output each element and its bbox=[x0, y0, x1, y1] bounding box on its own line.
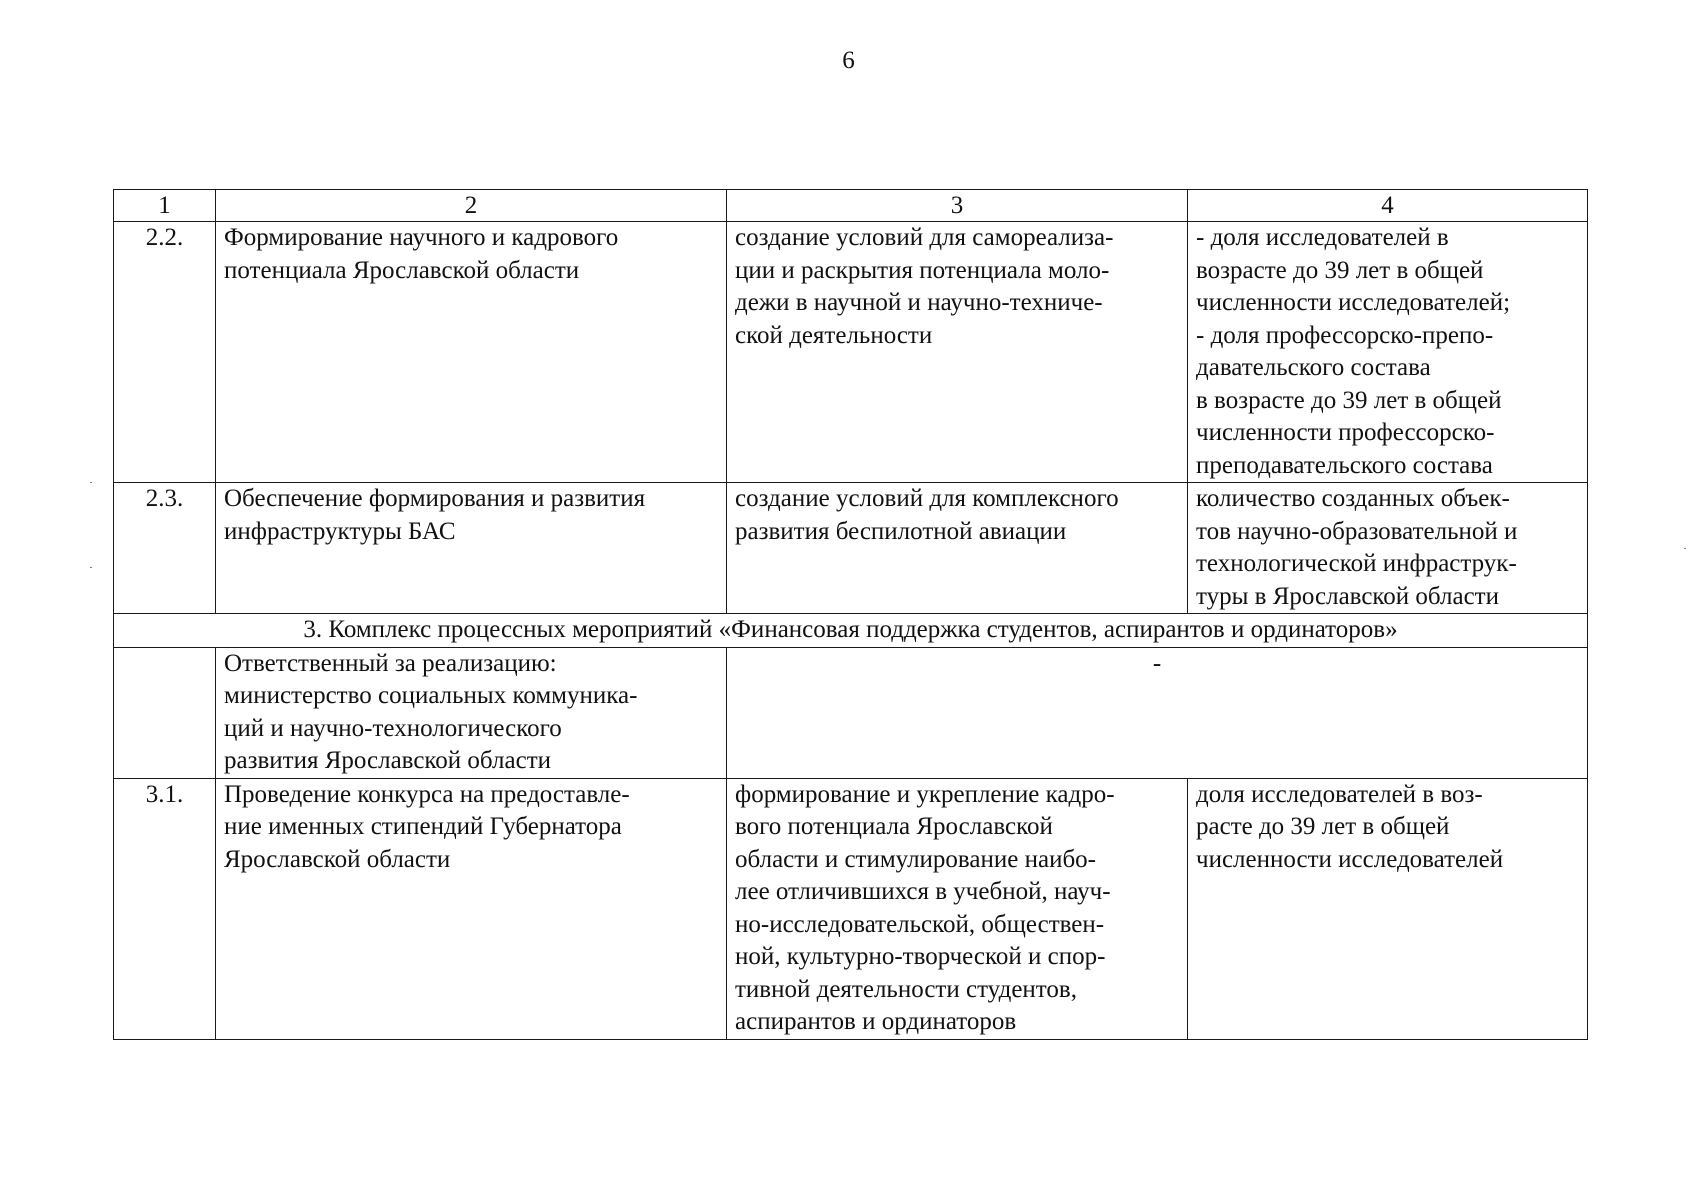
section-title: 3. Комплекс процессных мероприятий «Финансовая поддержка студентов, аспирантов и ординаторов» bbox=[114, 614, 1588, 648]
task-cell: Формирование научного и кадрового потенциала Ярославской области bbox=[216, 222, 727, 483]
page-number: 6 bbox=[842, 47, 855, 74]
header-cell-4: 4 bbox=[1188, 190, 1588, 222]
measures-table bbox=[113, 189, 1588, 1040]
row-number bbox=[114, 647, 216, 778]
effect-cell: создание условий для самореализа- ции и раскрытия потенциала моло- дежи в научной и научно-техниче- ской деятельности bbox=[727, 222, 1188, 483]
task-cell: Обеспечение формирования и развития инфраструктуры БАС bbox=[216, 483, 727, 614]
scan-margin-mark bbox=[90, 482, 92, 483]
table-row-3-1 bbox=[114, 778, 1588, 1039]
header-cell-3: 3 bbox=[727, 190, 1188, 222]
responsible-row bbox=[114, 647, 1588, 778]
task-cell: Проведение конкурса на предоставле- ние именных стипендий Губернатора Ярославской области bbox=[216, 778, 727, 1039]
indicator-cell: количество созданных объек- тов научно-образовательной и технологической инфраструк- туры в Ярославской области bbox=[1188, 483, 1588, 614]
scan-margin-mark bbox=[1684, 548, 1686, 549]
table-row-2-3 bbox=[114, 483, 1588, 614]
section-header-row bbox=[114, 614, 1588, 648]
indicator-cell: - доля исследователей в возрасте до 39 лет в общей численности исследователей; - доля профессорско-препо- давательского состава в возрасте до 39 лет в общей численности профессорско- преподавательского состава bbox=[1188, 222, 1588, 483]
table-row-2-2 bbox=[114, 222, 1588, 483]
scan-margin-mark bbox=[90, 567, 92, 568]
header-cell-2: 2 bbox=[216, 190, 727, 222]
indicator-cell: доля исследователей в воз- расте до 39 лет в общей численности исследователей bbox=[1188, 778, 1588, 1039]
effect-cell: создание условий для комплексного развития беспилотной авиации bbox=[727, 483, 1188, 614]
row-number: 2.3. bbox=[114, 483, 216, 614]
table-header-row bbox=[114, 190, 1588, 222]
responsible-label: Ответственный за реализацию: министерство социальных коммуника- ций и научно-технологического развития Ярославской области bbox=[216, 647, 727, 778]
header-cell-1: 1 bbox=[114, 190, 216, 222]
responsible-value: - bbox=[727, 647, 1588, 778]
effect-cell: формирование и укрепление кадро- вого потенциала Ярославской области и стимулирование наибо- лее отличившихся в учебной, науч- но-исследовательской, обществен- ной, культурно-творческой и спор- тивной деятельности студентов, аспирантов и ординаторов bbox=[727, 778, 1188, 1039]
row-number: 2.2. bbox=[114, 222, 216, 483]
row-number: 3.1. bbox=[114, 778, 216, 1039]
